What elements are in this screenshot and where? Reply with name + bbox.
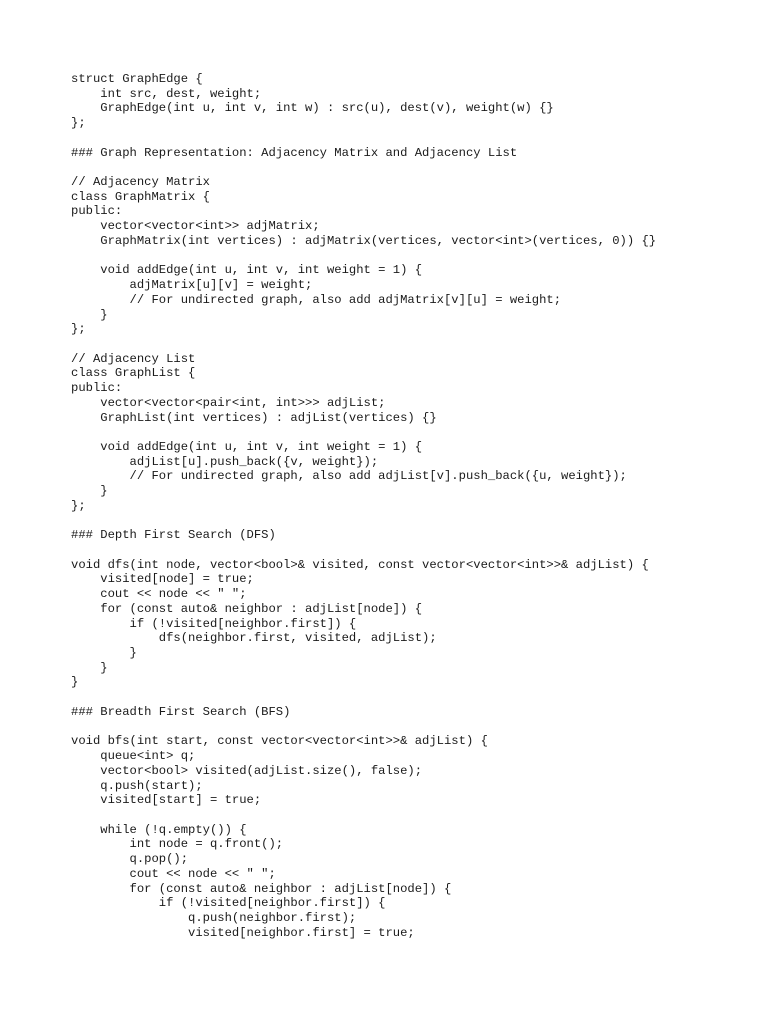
- code-line: [71, 425, 656, 440]
- code-line: q.push(start);: [71, 778, 203, 793]
- code-line: GraphEdge(int u, int v, int w) : src(u), dest(v), weight(w) {}: [71, 101, 554, 116]
- code-line: [71, 720, 656, 735]
- code-line: queue<int> q;: [71, 749, 196, 764]
- code-line: // For undirected graph, also add adjList[v].push_back({u, weight});: [71, 469, 627, 484]
- code-line: [71, 249, 656, 264]
- code-line: // Adjacency Matrix: [71, 175, 210, 190]
- code-line: q.push(neighbor.first);: [71, 910, 357, 925]
- code-line: vector<vector<pair<int, int>>> adjList;: [71, 395, 386, 410]
- code-line: while (!q.empty()) {: [71, 822, 247, 837]
- code-line: visited[neighbor.first] = true;: [71, 925, 415, 940]
- code-line: };: [71, 116, 86, 131]
- code-line: class GraphMatrix {: [71, 189, 210, 204]
- code-line: }: [71, 660, 108, 675]
- code-line: ### Graph Representation: Adjacency Matrix and Adjacency List: [71, 145, 518, 160]
- code-line: for (const auto& neighbor : adjList[node]) {: [71, 881, 452, 896]
- code-line: ### Depth First Search (DFS): [71, 528, 276, 543]
- code-line: [71, 131, 656, 146]
- code-line: // Adjacency List: [71, 351, 196, 366]
- code-line: [71, 514, 656, 529]
- code-line: [71, 543, 656, 558]
- code-line: int node = q.front();: [71, 837, 284, 852]
- code-line: }: [71, 675, 79, 690]
- code-line: }: [71, 307, 108, 322]
- code-line: visited[start] = true;: [71, 793, 262, 808]
- code-line: vector<bool> visited(adjList.size(), false);: [71, 763, 423, 778]
- code-line: struct GraphEdge {: [71, 72, 203, 86]
- code-line: void addEdge(int u, int v, int weight = 1) {: [71, 439, 423, 454]
- code-line: adjMatrix[u][v] = weight;: [71, 278, 313, 293]
- code-block: [71, 72, 656, 940]
- code-line: ### Breadth First Search (BFS): [71, 704, 291, 719]
- code-line: }: [71, 646, 137, 661]
- code-line: cout << node << " ";: [71, 866, 276, 881]
- code-line: for (const auto& neighbor : adjList[node]) {: [71, 601, 423, 616]
- code-line: q.pop();: [71, 852, 189, 867]
- code-line: };: [71, 322, 86, 337]
- code-line: void bfs(int start, const vector<vector<int>>& adjList) {: [71, 734, 488, 749]
- code-line: class GraphList {: [71, 366, 196, 381]
- code-line: [71, 337, 656, 352]
- code-line: int src, dest, weight;: [71, 86, 262, 101]
- code-line: public:: [71, 381, 123, 396]
- code-line: // For undirected graph, also add adjMatrix[v][u] = weight;: [71, 292, 562, 307]
- code-line: void addEdge(int u, int v, int weight = 1) {: [71, 263, 423, 278]
- code-line: GraphList(int vertices) : adjList(vertices) {}: [71, 410, 437, 425]
- code-line: }: [71, 484, 108, 499]
- code-line: dfs(neighbor.first, visited, adjList);: [71, 631, 437, 646]
- code-line: adjList[u].push_back({v, weight});: [71, 454, 379, 469]
- code-line: [71, 808, 656, 823]
- code-line: public:: [71, 204, 123, 219]
- code-line: if (!visited[neighbor.first]) {: [71, 896, 386, 911]
- code-line: [71, 160, 656, 175]
- code-line: cout << node << " ";: [71, 587, 247, 602]
- code-line: visited[node] = true;: [71, 572, 254, 587]
- code-line: vector<vector<int>> adjMatrix;: [71, 219, 320, 234]
- code-line: };: [71, 498, 86, 513]
- code-line: GraphMatrix(int vertices) : adjMatrix(vertices, vector<int>(vertices, 0)) {}: [71, 233, 657, 248]
- code-line: if (!visited[neighbor.first]) {: [71, 616, 357, 631]
- code-line: void dfs(int node, vector<bool>& visited, const vector<vector<int>>& adjList) {: [71, 557, 649, 572]
- code-line: [71, 690, 656, 705]
